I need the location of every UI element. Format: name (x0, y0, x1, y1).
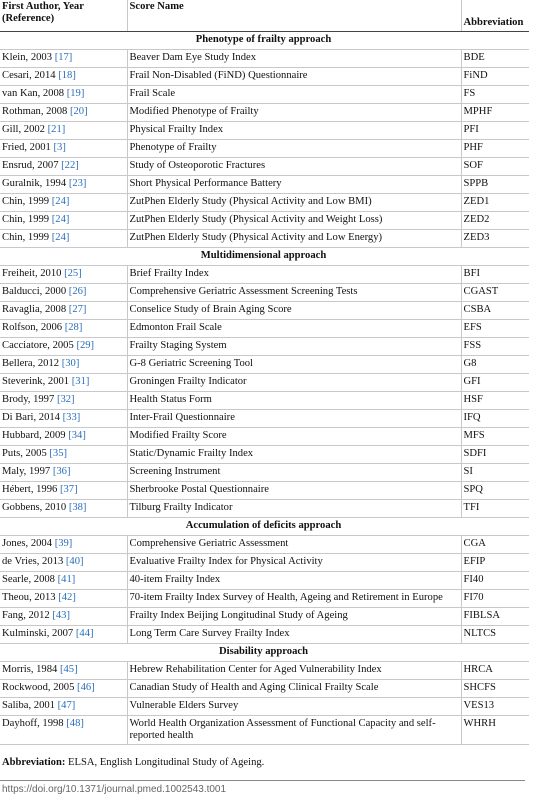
score-name-cell: Inter-Frail Questionnaire (127, 410, 461, 428)
reference-link[interactable]: [37] (59, 484, 78, 495)
abbreviation-cell: WHRH (461, 716, 529, 745)
table-row (0, 194, 529, 212)
reference-link[interactable]: [3] (53, 142, 66, 153)
section-title: Multidimensional approach (0, 248, 529, 266)
reference-link[interactable]: [31] (71, 376, 90, 387)
author-cell (0, 392, 127, 410)
reference-link[interactable]: [34] (68, 430, 86, 441)
reference-link[interactable]: [18] (58, 70, 76, 81)
table-row (0, 140, 529, 158)
author-year: van Kan, 2008 (2, 88, 65, 99)
abbreviation-cell: SHCFS (461, 680, 529, 698)
author-year: Maly, 1997 (2, 466, 51, 477)
author-cell (0, 464, 127, 482)
author-year: Balducci, 2000 (2, 286, 67, 297)
header-author: First Author, Year (Reference) (0, 0, 127, 32)
table-row (0, 626, 529, 644)
score-name-cell: Health Status Form (127, 392, 461, 410)
section-title: Disability approach (0, 644, 529, 662)
abbreviation-cell: BFI (461, 266, 529, 284)
table-row (0, 698, 529, 716)
author-year: Fried, 2001 (2, 142, 51, 153)
table-row (0, 212, 529, 230)
author-cell (0, 428, 127, 446)
score-name-cell: Static/Dynamic Frailty Index (127, 446, 461, 464)
section-header-row (0, 518, 529, 536)
author-year: Gill, 2002 (2, 124, 45, 135)
reference-link[interactable]: [38] (68, 502, 87, 513)
table-row (0, 662, 529, 680)
author-cell (0, 500, 127, 518)
reference-link[interactable]: [24] (51, 196, 70, 207)
author-year: Saliba, 2001 (2, 700, 55, 711)
reference-link[interactable]: [22] (61, 160, 79, 171)
abbreviation-cell: SPPB (461, 176, 529, 194)
reference-link[interactable]: [20] (69, 106, 88, 117)
author-year: Rockwood, 2005 (2, 682, 75, 693)
score-name-cell: Comprehensive Geriatric Assessment (127, 536, 461, 554)
table-row (0, 176, 529, 194)
score-name-cell: Conselice Study of Brain Aging Score (127, 302, 461, 320)
author-cell (0, 176, 127, 194)
author-year: Hébert, 1996 (2, 484, 58, 495)
author-cell (0, 572, 127, 590)
header-row (0, 0, 529, 32)
table-row (0, 590, 529, 608)
author-cell (0, 356, 127, 374)
score-name-cell: Frailty Staging System (127, 338, 461, 356)
reference-link[interactable]: [21] (47, 124, 66, 135)
reference-link[interactable]: [47] (57, 700, 76, 711)
abbreviation-cell: SI (461, 464, 529, 482)
table-row (0, 446, 529, 464)
author-cell (0, 86, 127, 104)
abbreviation-cell: SPQ (461, 482, 529, 500)
score-name-cell: Screening Instrument (127, 464, 461, 482)
author-year: Dayhoff, 1998 (2, 718, 64, 729)
reference-link[interactable]: [27] (68, 304, 87, 315)
score-name-cell: Frail Scale (127, 86, 461, 104)
score-name-cell: Tilburg Frailty Indicator (127, 500, 461, 518)
reference-link[interactable]: [25] (64, 268, 82, 279)
abbreviation-cell: TFI (461, 500, 529, 518)
author-year: Chin, 1999 (2, 214, 50, 225)
score-name-cell: Modified Frailty Score (127, 428, 461, 446)
reference-link[interactable]: [48] (66, 718, 84, 729)
score-name-cell: Frailty Index Beijing Longitudinal Study of Ageing (127, 608, 461, 626)
abbreviation-cell: FSS (461, 338, 529, 356)
abbreviation-cell: VES13 (461, 698, 529, 716)
abbreviation-cell: IFQ (461, 410, 529, 428)
score-name-cell: Modified Phenotype of Frailty (127, 104, 461, 122)
author-cell (0, 608, 127, 626)
table-row (0, 158, 529, 176)
score-name-cell: Groningen Frailty Indicator (127, 374, 461, 392)
author-year: Jones, 2004 (2, 538, 53, 549)
author-year: Steverink, 2001 (2, 376, 70, 387)
reference-link[interactable]: [42] (58, 592, 76, 603)
abbreviation-cell: GFI (461, 374, 529, 392)
abbreviation-cell: MPHF (461, 104, 529, 122)
author-year: Rothman, 2008 (2, 106, 68, 117)
reference-link[interactable]: [33] (62, 412, 81, 423)
footnote-text: ELSA, English Longitudinal Study of Ageing. (68, 757, 265, 768)
score-name-cell: Phenotype of Frailty (127, 140, 461, 158)
table-row (0, 608, 529, 626)
table-row (0, 68, 529, 86)
score-name-cell: Canadian Study of Health and Aging Clinical Frailty Scale (127, 680, 461, 698)
author-year: Searle, 2008 (2, 574, 55, 585)
score-name-cell: Vulnerable Elders Survey (127, 698, 461, 716)
author-cell (0, 716, 127, 745)
table-body (0, 32, 529, 745)
section-header-row (0, 248, 529, 266)
abbreviation-cell: CGA (461, 536, 529, 554)
table-row (0, 464, 529, 482)
table-row (0, 554, 529, 572)
author-cell (0, 482, 127, 500)
table-row (0, 266, 529, 284)
abbreviation-cell: FS (461, 86, 529, 104)
author-year: Ravaglia, 2008 (2, 304, 67, 315)
abbreviation-cell: ZED2 (461, 212, 529, 230)
score-name-cell: Evaluative Frailty Index for Physical Activity (127, 554, 461, 572)
author-year: Puts, 2005 (2, 448, 47, 459)
reference-link[interactable]: [41] (57, 574, 76, 585)
abbreviation-cell: NLTCS (461, 626, 529, 644)
author-year: Ensrud, 2007 (2, 160, 59, 171)
author-cell (0, 104, 127, 122)
score-name-cell: Frail Non-Disabled (FiND) Questionnaire (127, 68, 461, 86)
author-year: Guralnik, 1994 (2, 178, 67, 189)
author-year: Chin, 1999 (2, 196, 50, 207)
author-cell (0, 212, 127, 230)
reference-link[interactable]: [24] (51, 232, 70, 243)
author-cell (0, 140, 127, 158)
author-cell (0, 536, 127, 554)
author-cell (0, 590, 127, 608)
author-year: Chin, 1999 (2, 232, 50, 243)
author-cell (0, 68, 127, 86)
reference-link[interactable]: [23] (68, 178, 87, 189)
author-year: Brody, 1997 (2, 394, 55, 405)
abbreviation-cell: BDE (461, 50, 529, 68)
reference-link[interactable]: [24] (51, 214, 70, 225)
abbreviation-cell: HRCA (461, 662, 529, 680)
score-name-cell: ZutPhen Elderly Study (Physical Activity and Low BMI) (127, 194, 461, 212)
score-name-cell: Physical Frailty Index (127, 122, 461, 140)
reference-link[interactable]: [29] (76, 340, 95, 351)
table-row (0, 302, 529, 320)
doi-link[interactable]: https://doi.org/10.1371/journal.pmed.1002543.t001 (2, 784, 227, 795)
section-title: Accumulation of deficits approach (0, 518, 529, 536)
author-year: Di Bari, 2014 (2, 412, 60, 423)
score-name-cell: World Health Organization Assessment of Functional Capacity and self-reported health (127, 716, 461, 745)
author-cell (0, 626, 127, 644)
score-name-cell: Study of Osteoporotic Fractures (127, 158, 461, 176)
reference-link[interactable]: [44] (75, 628, 94, 639)
abbreviation-cell: CGAST (461, 284, 529, 302)
table-row (0, 338, 529, 356)
reference-link[interactable]: [46] (77, 682, 95, 693)
author-cell (0, 410, 127, 428)
table-row (0, 320, 529, 338)
author-cell (0, 194, 127, 212)
table-row (0, 428, 529, 446)
reference-link[interactable]: [35] (49, 448, 68, 459)
author-cell (0, 320, 127, 338)
abbreviation-cell: EFS (461, 320, 529, 338)
score-name-cell: Brief Frailty Index (127, 266, 461, 284)
abbreviation-cell: ZED3 (461, 230, 529, 248)
abbreviation-cell: ZED1 (461, 194, 529, 212)
reference-link[interactable]: [28] (64, 322, 83, 333)
section-header-row (0, 644, 529, 662)
abbreviation-cell: SOF (461, 158, 529, 176)
section-header-row (0, 32, 529, 50)
score-name-cell: Sherbrooke Postal Questionnaire (127, 482, 461, 500)
table-row (0, 500, 529, 518)
abbreviation-cell: EFIP (461, 554, 529, 572)
author-year: de Vries, 2013 (2, 556, 64, 567)
table-row (0, 392, 529, 410)
author-year: Freiheit, 2010 (2, 268, 62, 279)
table-row (0, 284, 529, 302)
author-year: Hubbard, 2009 (2, 430, 66, 441)
abbreviation-cell: PHF (461, 140, 529, 158)
author-cell (0, 230, 127, 248)
abbreviation-cell: FiND (461, 68, 529, 86)
reference-link[interactable]: [26] (68, 286, 87, 297)
table-row (0, 86, 529, 104)
section-title: Phenotype of frailty approach (0, 32, 529, 50)
abbreviation-cell: PFI (461, 122, 529, 140)
score-name-cell: ZutPhen Elderly Study (Physical Activity and Low Energy) (127, 230, 461, 248)
author-cell (0, 266, 127, 284)
author-cell (0, 338, 127, 356)
table-row (0, 230, 529, 248)
table-row (0, 122, 529, 140)
table-row (0, 50, 529, 68)
author-year: Klein, 2003 (2, 52, 53, 63)
table-row (0, 356, 529, 374)
author-cell (0, 662, 127, 680)
score-name-cell: Hebrew Rehabilitation Center for Aged Vulnerability Index (127, 662, 461, 680)
author-cell (0, 122, 127, 140)
author-cell (0, 446, 127, 464)
author-cell (0, 50, 127, 68)
abbreviation-cell: MFS (461, 428, 529, 446)
score-name-cell: ZutPhen Elderly Study (Physical Activity and Weight Loss) (127, 212, 461, 230)
author-cell (0, 302, 127, 320)
table-row (0, 410, 529, 428)
author-cell (0, 680, 127, 698)
author-year: Cacciatore, 2005 (2, 340, 74, 351)
table-row (0, 104, 529, 122)
table-footnote (0, 745, 529, 768)
table-row (0, 680, 529, 698)
author-cell (0, 554, 127, 572)
reference-link[interactable]: [32] (56, 394, 75, 405)
abbreviation-cell: G8 (461, 356, 529, 374)
reference-link[interactable]: [43] (52, 610, 70, 621)
score-name-cell: G-8 Geriatric Screening Tool (127, 356, 461, 374)
reference-link[interactable]: [30] (61, 358, 80, 369)
author-year: Gobbens, 2010 (2, 502, 67, 513)
header-abbreviation: Abbreviation (461, 0, 529, 32)
author-cell (0, 284, 127, 302)
score-name-cell: Comprehensive Geriatric Assessment Screening Tests (127, 284, 461, 302)
abbreviation-cell: HSF (461, 392, 529, 410)
table-row (0, 716, 529, 745)
header-score: Score Name (127, 0, 461, 32)
author-cell (0, 374, 127, 392)
score-name-cell: Long Term Care Survey Frailty Index (127, 626, 461, 644)
abbreviation-cell: FI70 (461, 590, 529, 608)
table-row (0, 374, 529, 392)
table-row (0, 572, 529, 590)
score-name-cell: Short Physical Performance Battery (127, 176, 461, 194)
reference-link[interactable]: [36] (52, 466, 71, 477)
author-year: Fang, 2012 (2, 610, 50, 621)
table-row (0, 536, 529, 554)
author-cell (0, 698, 127, 716)
author-year: Bellera, 2012 (2, 358, 60, 369)
reference-link[interactable]: [45] (59, 664, 78, 675)
abbreviation-cell: CSBA (461, 302, 529, 320)
footnote-label: Abbreviation: (2, 757, 66, 768)
score-name-cell: 70-item Frailty Index Survey of Health, Ageing and Retirement in Europe (127, 590, 461, 608)
author-year: Morris, 1984 (2, 664, 58, 675)
reference-link[interactable]: [40] (65, 556, 84, 567)
reference-link[interactable]: [19] (66, 88, 85, 99)
abbreviation-cell: FIBLSA (461, 608, 529, 626)
reference-link[interactable]: [17] (54, 52, 73, 63)
score-name-cell: Beaver Dam Eye Study Index (127, 50, 461, 68)
author-year: Cesari, 2014 (2, 70, 56, 81)
table-row (0, 482, 529, 500)
score-name-cell: Edmonton Frail Scale (127, 320, 461, 338)
score-name-cell: 40-item Frailty Index (127, 572, 461, 590)
author-cell (0, 158, 127, 176)
author-year: Rolfson, 2006 (2, 322, 63, 333)
abbreviation-cell: FI40 (461, 572, 529, 590)
abbreviation-cell: SDFI (461, 446, 529, 464)
author-year: Theou, 2013 (2, 592, 56, 603)
reference-link[interactable]: [39] (54, 538, 73, 549)
author-year: Kulminski, 2007 (2, 628, 74, 639)
